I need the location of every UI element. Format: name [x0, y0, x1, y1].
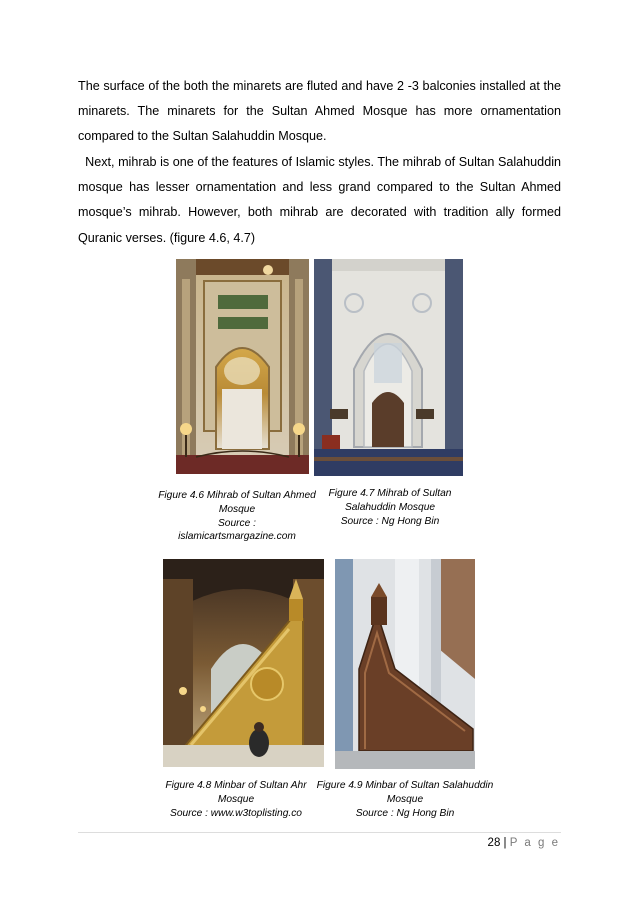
caption-title-cont: Mosque [217, 793, 255, 805]
page-number: 28 [487, 837, 501, 849]
caption-source: Source : Ng Hong Bin [355, 807, 455, 819]
caption-title: Figure 4.8 Minbar of Sultan Ahr [165, 780, 307, 791]
caption-source: Source : islamicartsmargazine.com [178, 517, 296, 543]
paragraph-minarets: The surface of the both the minarets are fluted and have 2 -3 balconies installed at the minarets. The minarets for the Sultan Ahmed Mosque has more ornamentation compared to the Sultan Salahuddin Mosque. [78, 79, 561, 144]
figure-4-9-caption [316, 779, 494, 820]
figure-4-6-caption [158, 489, 316, 544]
page-separator: | [503, 837, 507, 849]
caption-title-cont: Salahuddin Mosque [344, 501, 436, 513]
caption-title: Figure 4.9 Minbar of Sultan Salahuddin [316, 780, 494, 791]
page-footer [488, 837, 560, 849]
page-label: P a g e [509, 837, 560, 849]
figure-4-7-image [314, 259, 463, 476]
figure-4-9-image [335, 559, 475, 769]
footer-divider [78, 832, 561, 833]
caption-title-cont: Mosque [386, 793, 424, 805]
caption-title-cont: Mosque [218, 503, 256, 515]
figure-4-8-image [163, 559, 324, 767]
figure-4-6-image [176, 259, 309, 474]
paragraph-mihrab: Next, mihrab is one of the features of Islamic styles. The mihrab of Sultan Salahuddin mosque has lesser ornamentation and less grand compared to the Sultan Ahmed mosque’s mihrab. However, both mihrab are decorated with tradition ally formed Quranic verses. (figure 4.6, 4.7) [78, 155, 561, 245]
figure-4-7-caption [320, 487, 460, 528]
caption-source: Source : Ng Hong Bin [340, 515, 440, 527]
caption-source: Source : www.w3toplisting.co [170, 807, 302, 819]
figure-4-8-caption [163, 779, 309, 820]
caption-title: Figure 4.6 Mihrab of Sultan Ahmed [158, 490, 316, 501]
caption-title: Figure 4.7 Mihrab of Sultan [328, 488, 452, 499]
